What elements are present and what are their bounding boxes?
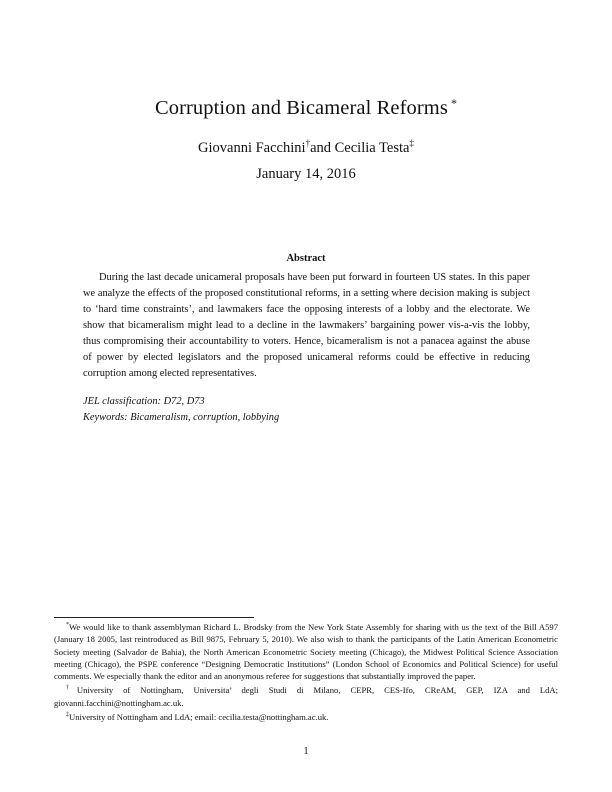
author-connector: and xyxy=(310,140,331,156)
footnote xyxy=(54,709,558,723)
abstract-body: During the last decade unicameral proposals have been put forward in fourteen US states. In this paper we analyze the effects of the proposed constitutional reforms, in a setting where decision making is subject to ‘hard time constraints’, and lawmakers face the opposing interests of a lobby and the electorate. We show that bicameralism might lead to a decline in the lawmakers’ bargaining power vis-a-vis the lobby, thus compromising their accountability to voters. Hence, bicameralism is not a panacea against the abuse of power by elected legislators and the proposed unicameral reforms could be effective in reducing corruption among elected representatives. xyxy=(83,272,530,379)
author-name: Giovanni Facchini xyxy=(198,140,306,156)
footnote-text: University of Nottingham, Universita’ degli Studi di Milano, CEPR, CES-Ifo, CReAM, GEP, IZA and LdA; giovanni.facchini@nottingham.ac.uk. xyxy=(54,685,559,708)
abstract-heading: Abstract xyxy=(286,253,326,264)
author-line xyxy=(0,138,612,157)
footnote-divider xyxy=(54,617,254,618)
paper-title xyxy=(0,96,612,120)
author-footnote-mark: ‡ xyxy=(409,138,414,148)
title-footnote-mark: * xyxy=(450,96,458,110)
title-text: Corruption and Bicameral Reforms xyxy=(154,97,448,119)
paper-date: January 14, 2016 xyxy=(256,166,356,182)
jel-classification: JEL classification: D72, D73 xyxy=(83,396,205,407)
footnote-mark: ‡ xyxy=(66,712,69,719)
footnote xyxy=(54,682,558,709)
footnote-text: We would like to thank assemblyman Richard L. Brodsky from the New York State Assembly for sharing with us the text of the Bill A597 (January 18 2005, last reintroduced as Bill 9875, February 5, 2010). We also wish to thank the participants of the Latin American Econometric Society meeting (Salvador de Bahia), the North American Econometric Society meeting (Chicago), the Midwest Political Science Association meeting (Chicago), the PSPE conference “Designing Democratic Institutions” (London School of Economics and Political Science) for useful comments. We especially thank the editor and an anonymous referee for suggestions that substantially improved the paper. xyxy=(54,622,558,682)
footnotes xyxy=(54,619,558,723)
footnote-mark: † xyxy=(66,685,77,692)
footnote-mark: * xyxy=(66,622,69,628)
classification-block xyxy=(83,394,530,426)
page-number: 1 xyxy=(303,746,309,757)
author-name: Cecilia Testa xyxy=(334,140,410,156)
keywords: Keywords: Bicameralism, corruption, lobbying xyxy=(83,412,280,423)
author-footnote-mark: † xyxy=(305,138,311,148)
footnote xyxy=(54,619,558,682)
footnote-text: University of Nottingham and LdA; email: cecilia.testa@nottingham.ac.uk. xyxy=(69,712,329,723)
